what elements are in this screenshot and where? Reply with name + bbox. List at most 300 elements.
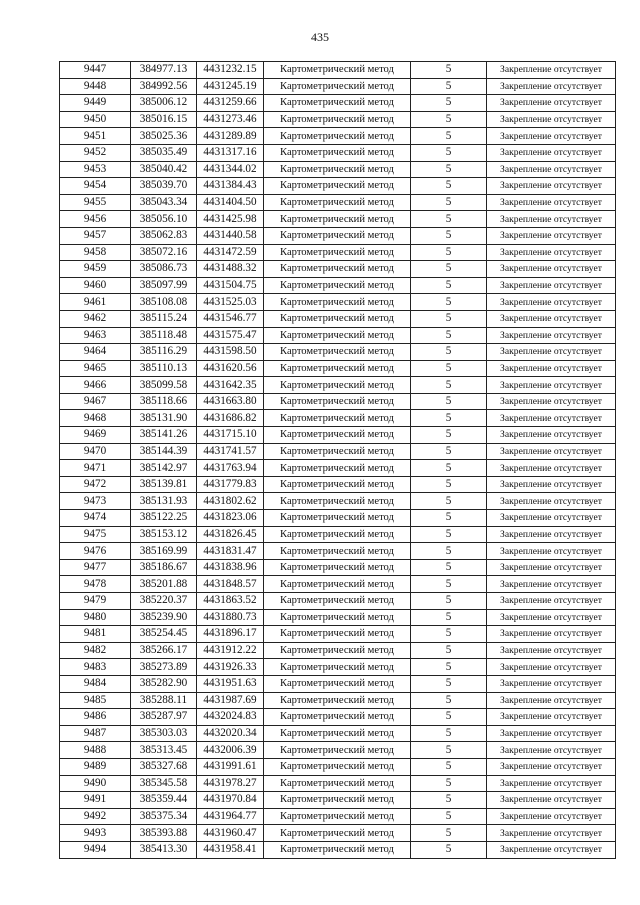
cell-point-number: 9492 — [60, 808, 131, 825]
cell-method: Картометрический метод — [264, 310, 411, 327]
cell-point-number: 9479 — [60, 593, 131, 610]
cell-point-number: 9452 — [60, 144, 131, 161]
cell-point-number: 9482 — [60, 642, 131, 659]
cell-fixation: Закрепление отсутствует — [487, 825, 616, 842]
cell-accuracy: 5 — [411, 62, 487, 79]
cell-coord-x: 385359.44 — [131, 792, 197, 809]
cell-coord-y: 4431802.62 — [197, 493, 264, 510]
cell-method: Картометрический метод — [264, 593, 411, 610]
cell-method: Картометрический метод — [264, 360, 411, 377]
cell-point-number: 9480 — [60, 609, 131, 626]
cell-accuracy: 5 — [411, 360, 487, 377]
table-row — [60, 261, 616, 278]
cell-method: Картометрический метод — [264, 344, 411, 361]
cell-method: Картометрический метод — [264, 393, 411, 410]
table-row — [60, 178, 616, 195]
cell-coord-x: 385122.25 — [131, 510, 197, 527]
cell-coord-y: 4431425.98 — [197, 211, 264, 228]
cell-coord-y: 4431488.32 — [197, 261, 264, 278]
cell-accuracy: 5 — [411, 758, 487, 775]
cell-fixation: Закрепление отсутствует — [487, 493, 616, 510]
cell-point-number: 9467 — [60, 393, 131, 410]
cell-coord-y: 4431344.02 — [197, 161, 264, 178]
cell-point-number: 9465 — [60, 360, 131, 377]
cell-coord-y: 4431245.19 — [197, 78, 264, 95]
cell-point-number: 9454 — [60, 178, 131, 195]
table-row — [60, 808, 616, 825]
cell-point-number: 9488 — [60, 742, 131, 759]
cell-coord-x: 385201.88 — [131, 576, 197, 593]
cell-coord-x: 385273.89 — [131, 659, 197, 676]
cell-point-number: 9459 — [60, 261, 131, 278]
table-row — [60, 493, 616, 510]
cell-point-number: 9475 — [60, 526, 131, 543]
cell-coord-x: 385142.97 — [131, 460, 197, 477]
table-row — [60, 626, 616, 643]
cell-point-number: 9456 — [60, 211, 131, 228]
cell-method: Картометрический метод — [264, 559, 411, 576]
cell-fixation: Закрепление отсутствует — [487, 62, 616, 79]
cell-coord-y: 4432024.83 — [197, 709, 264, 726]
cell-coord-y: 4431958.41 — [197, 841, 264, 858]
table-row — [60, 709, 616, 726]
cell-coord-x: 385072.16 — [131, 244, 197, 261]
cell-accuracy: 5 — [411, 194, 487, 211]
cell-coord-y: 4431525.03 — [197, 294, 264, 311]
cell-fixation: Закрепление отсутствует — [487, 543, 616, 560]
cell-accuracy: 5 — [411, 742, 487, 759]
cell-coord-x: 385118.48 — [131, 327, 197, 344]
table-row — [60, 194, 616, 211]
table-body — [60, 62, 616, 859]
cell-point-number: 9470 — [60, 443, 131, 460]
cell-fixation: Закрепление отсутствует — [487, 161, 616, 178]
table-row — [60, 659, 616, 676]
cell-point-number: 9461 — [60, 294, 131, 311]
cell-fixation: Закрепление отсутствует — [487, 742, 616, 759]
cell-fixation: Закрепление отсутствует — [487, 775, 616, 792]
cell-method: Картометрический метод — [264, 178, 411, 195]
cell-coord-y: 4431472.59 — [197, 244, 264, 261]
cell-coord-y: 4432006.39 — [197, 742, 264, 759]
table-row — [60, 78, 616, 95]
cell-fixation: Закрепление отсутствует — [487, 510, 616, 527]
cell-coord-y: 4431838.96 — [197, 559, 264, 576]
table-row — [60, 360, 616, 377]
cell-coord-x: 385108.08 — [131, 294, 197, 311]
cell-method: Картометрический метод — [264, 576, 411, 593]
cell-fixation: Закрепление отсутствует — [487, 692, 616, 709]
cell-coord-x: 385086.73 — [131, 261, 197, 278]
cell-coord-y: 4431823.06 — [197, 510, 264, 527]
cell-accuracy: 5 — [411, 410, 487, 427]
cell-accuracy: 5 — [411, 510, 487, 527]
cell-method: Картометрический метод — [264, 78, 411, 95]
cell-method: Картометрический метод — [264, 642, 411, 659]
cell-coord-x: 385035.49 — [131, 144, 197, 161]
cell-fixation: Закрепление отсутствует — [487, 95, 616, 112]
cell-accuracy: 5 — [411, 161, 487, 178]
cell-point-number: 9457 — [60, 227, 131, 244]
cell-fixation: Закрепление отсутствует — [487, 709, 616, 726]
cell-method: Картометрический метод — [264, 144, 411, 161]
cell-coord-y: 4431763.94 — [197, 460, 264, 477]
table-row — [60, 675, 616, 692]
cell-method: Картометрический метод — [264, 709, 411, 726]
cell-method: Картометрический метод — [264, 128, 411, 145]
table-row — [60, 211, 616, 228]
cell-coord-x: 385169.99 — [131, 543, 197, 560]
table-row — [60, 111, 616, 128]
cell-coord-x: 385118.66 — [131, 393, 197, 410]
cell-fixation: Закрепление отсутствует — [487, 476, 616, 493]
cell-coord-y: 4431951.63 — [197, 675, 264, 692]
table-row — [60, 825, 616, 842]
cell-method: Картометрический метод — [264, 294, 411, 311]
cell-coord-y: 4431896.17 — [197, 626, 264, 643]
cell-accuracy: 5 — [411, 95, 487, 112]
cell-point-number: 9453 — [60, 161, 131, 178]
cell-accuracy: 5 — [411, 559, 487, 576]
cell-method: Картометрический метод — [264, 493, 411, 510]
table-row — [60, 377, 616, 394]
cell-coord-y: 4431620.56 — [197, 360, 264, 377]
table-row — [60, 559, 616, 576]
cell-method: Картометрический метод — [264, 808, 411, 825]
cell-coord-y: 4431863.52 — [197, 593, 264, 610]
cell-coord-x: 385288.11 — [131, 692, 197, 709]
table-row — [60, 510, 616, 527]
cell-accuracy: 5 — [411, 576, 487, 593]
table-row — [60, 775, 616, 792]
cell-accuracy: 5 — [411, 609, 487, 626]
cell-coord-y: 4431686.82 — [197, 410, 264, 427]
cell-fixation: Закрепление отсутствует — [487, 111, 616, 128]
cell-coord-x: 385131.93 — [131, 493, 197, 510]
cell-method: Картометрический метод — [264, 443, 411, 460]
cell-coord-y: 4431273.46 — [197, 111, 264, 128]
cell-method: Картометрический метод — [264, 211, 411, 228]
cell-coord-x: 385266.17 — [131, 642, 197, 659]
cell-coord-x: 385254.45 — [131, 626, 197, 643]
cell-coord-x: 385303.03 — [131, 725, 197, 742]
table-row — [60, 642, 616, 659]
cell-coord-y: 4431831.47 — [197, 543, 264, 560]
cell-coord-x: 385144.39 — [131, 443, 197, 460]
table-row — [60, 62, 616, 79]
cell-fixation: Закрепление отсутствует — [487, 841, 616, 858]
cell-coord-y: 4431384.43 — [197, 178, 264, 195]
table-row — [60, 526, 616, 543]
cell-coord-x: 385239.90 — [131, 609, 197, 626]
cell-coord-y: 4431991.61 — [197, 758, 264, 775]
cell-method: Картометрический метод — [264, 427, 411, 444]
cell-method: Картометрический метод — [264, 95, 411, 112]
cell-accuracy: 5 — [411, 344, 487, 361]
cell-coord-y: 4431970.84 — [197, 792, 264, 809]
cell-point-number: 9473 — [60, 493, 131, 510]
cell-fixation: Закрепление отсутствует — [487, 792, 616, 809]
cell-point-number: 9448 — [60, 78, 131, 95]
table-row — [60, 95, 616, 112]
cell-coord-x: 384992.56 — [131, 78, 197, 95]
table-row — [60, 792, 616, 809]
cell-coord-x: 385110.13 — [131, 360, 197, 377]
cell-point-number: 9450 — [60, 111, 131, 128]
cell-fixation: Закрепление отсутствует — [487, 593, 616, 610]
cell-method: Картометрический метод — [264, 825, 411, 842]
cell-coord-x: 385282.90 — [131, 675, 197, 692]
cell-method: Картометрический метод — [264, 609, 411, 626]
table-row — [60, 410, 616, 427]
cell-coord-y: 4431546.77 — [197, 310, 264, 327]
cell-fixation: Закрепление отсутствует — [487, 344, 616, 361]
cell-point-number: 9466 — [60, 377, 131, 394]
cell-coord-x: 385139.81 — [131, 476, 197, 493]
cell-accuracy: 5 — [411, 227, 487, 244]
cell-method: Картометрический метод — [264, 675, 411, 692]
cell-coord-x: 385025.36 — [131, 128, 197, 145]
cell-method: Картометрический метод — [264, 626, 411, 643]
cell-coord-x: 384977.13 — [131, 62, 197, 79]
cell-accuracy: 5 — [411, 244, 487, 261]
cell-method: Картометрический метод — [264, 692, 411, 709]
cell-point-number: 9449 — [60, 95, 131, 112]
cell-fixation: Закрепление отсутствует — [487, 609, 616, 626]
cell-coord-y: 4431715.10 — [197, 427, 264, 444]
cell-point-number: 9474 — [60, 510, 131, 527]
cell-accuracy: 5 — [411, 427, 487, 444]
cell-coord-y: 4431964.77 — [197, 808, 264, 825]
table-row — [60, 742, 616, 759]
cell-fixation: Закрепление отсутствует — [487, 310, 616, 327]
cell-method: Картометрический метод — [264, 476, 411, 493]
cell-method: Картометрический метод — [264, 277, 411, 294]
cell-coord-y: 4431575.47 — [197, 327, 264, 344]
cell-method: Картометрический метод — [264, 792, 411, 809]
cell-fixation: Закрепление отсутствует — [487, 808, 616, 825]
cell-coord-x: 385220.37 — [131, 593, 197, 610]
cell-accuracy: 5 — [411, 526, 487, 543]
cell-method: Картометрический метод — [264, 526, 411, 543]
coordinates-table — [59, 61, 616, 859]
table-row — [60, 692, 616, 709]
cell-coord-x: 385313.45 — [131, 742, 197, 759]
cell-point-number: 9447 — [60, 62, 131, 79]
cell-coord-y: 4431912.22 — [197, 642, 264, 659]
cell-accuracy: 5 — [411, 377, 487, 394]
cell-method: Картометрический метод — [264, 377, 411, 394]
cell-point-number: 9478 — [60, 576, 131, 593]
cell-fixation: Закрепление отсутствует — [487, 626, 616, 643]
cell-fixation: Закрепление отсутствует — [487, 144, 616, 161]
cell-fixation: Закрепление отсутствует — [487, 128, 616, 145]
cell-fixation: Закрепление отсутствует — [487, 427, 616, 444]
cell-point-number: 9463 — [60, 327, 131, 344]
cell-coord-x: 385393.88 — [131, 825, 197, 842]
table-row — [60, 128, 616, 145]
cell-coord-x: 385039.70 — [131, 178, 197, 195]
table-row — [60, 460, 616, 477]
cell-fixation: Закрепление отсутствует — [487, 443, 616, 460]
cell-fixation: Закрепление отсутствует — [487, 360, 616, 377]
cell-method: Картометрический метод — [264, 841, 411, 858]
cell-accuracy: 5 — [411, 460, 487, 477]
cell-coord-x: 385116.29 — [131, 344, 197, 361]
cell-coord-y: 4431779.83 — [197, 476, 264, 493]
cell-coord-y: 4431987.69 — [197, 692, 264, 709]
cell-accuracy: 5 — [411, 310, 487, 327]
cell-method: Картометрический метод — [264, 62, 411, 79]
cell-point-number: 9464 — [60, 344, 131, 361]
cell-point-number: 9485 — [60, 692, 131, 709]
cell-accuracy: 5 — [411, 111, 487, 128]
cell-method: Картометрический метод — [264, 775, 411, 792]
cell-fixation: Закрепление отсутствует — [487, 393, 616, 410]
cell-point-number: 9469 — [60, 427, 131, 444]
cell-coord-y: 4432020.34 — [197, 725, 264, 742]
table-row — [60, 327, 616, 344]
cell-point-number: 9468 — [60, 410, 131, 427]
cell-coord-y: 4431663.80 — [197, 393, 264, 410]
cell-coord-y: 4431232.15 — [197, 62, 264, 79]
cell-coord-y: 4431960.47 — [197, 825, 264, 842]
cell-coord-x: 385287.97 — [131, 709, 197, 726]
cell-coord-y: 4431978.27 — [197, 775, 264, 792]
cell-coord-x: 385131.90 — [131, 410, 197, 427]
cell-coord-y: 4431404.50 — [197, 194, 264, 211]
cell-method: Картометрический метод — [264, 227, 411, 244]
cell-method: Картометрический метод — [264, 327, 411, 344]
cell-point-number: 9462 — [60, 310, 131, 327]
cell-method: Картометрический метод — [264, 510, 411, 527]
cell-coord-x: 385043.34 — [131, 194, 197, 211]
cell-point-number: 9494 — [60, 841, 131, 858]
cell-coord-x: 385040.42 — [131, 161, 197, 178]
cell-accuracy: 5 — [411, 327, 487, 344]
cell-coord-y: 4431317.16 — [197, 144, 264, 161]
cell-method: Картометрический метод — [264, 659, 411, 676]
cell-method: Картометрический метод — [264, 725, 411, 742]
cell-coord-x: 385062.83 — [131, 227, 197, 244]
cell-accuracy: 5 — [411, 825, 487, 842]
cell-fixation: Закрепление отсутствует — [487, 725, 616, 742]
cell-accuracy: 5 — [411, 294, 487, 311]
cell-accuracy: 5 — [411, 775, 487, 792]
cell-accuracy: 5 — [411, 841, 487, 858]
cell-fixation: Закрепление отсутствует — [487, 78, 616, 95]
cell-fixation: Закрепление отсутствует — [487, 227, 616, 244]
cell-coord-y: 4431880.73 — [197, 609, 264, 626]
cell-accuracy: 5 — [411, 144, 487, 161]
cell-accuracy: 5 — [411, 393, 487, 410]
cell-coord-y: 4431926.33 — [197, 659, 264, 676]
table-row — [60, 725, 616, 742]
cell-method: Картометрический метод — [264, 244, 411, 261]
cell-method: Картометрический метод — [264, 194, 411, 211]
cell-point-number: 9460 — [60, 277, 131, 294]
cell-accuracy: 5 — [411, 261, 487, 278]
table-row — [60, 443, 616, 460]
cell-point-number: 9491 — [60, 792, 131, 809]
cell-coord-y: 4431642.35 — [197, 377, 264, 394]
cell-coord-y: 4431504.75 — [197, 277, 264, 294]
cell-fixation: Закрепление отсутствует — [487, 194, 616, 211]
cell-method: Картометрический метод — [264, 261, 411, 278]
cell-method: Картометрический метод — [264, 460, 411, 477]
cell-coord-y: 4431289.89 — [197, 128, 264, 145]
cell-point-number: 9484 — [60, 675, 131, 692]
cell-point-number: 9489 — [60, 758, 131, 775]
table-row — [60, 841, 616, 858]
cell-fixation: Закрепление отсутствует — [487, 576, 616, 593]
table-row — [60, 427, 616, 444]
cell-point-number: 9472 — [60, 476, 131, 493]
cell-coord-x: 385345.58 — [131, 775, 197, 792]
cell-point-number: 9451 — [60, 128, 131, 145]
table-row — [60, 476, 616, 493]
table-row — [60, 609, 616, 626]
cell-accuracy: 5 — [411, 178, 487, 195]
cell-accuracy: 5 — [411, 277, 487, 294]
cell-coord-y: 4431259.66 — [197, 95, 264, 112]
cell-fixation: Закрепление отсутствует — [487, 377, 616, 394]
cell-coord-x: 385413.30 — [131, 841, 197, 858]
cell-coord-x: 385016.15 — [131, 111, 197, 128]
table-row — [60, 244, 616, 261]
cell-accuracy: 5 — [411, 692, 487, 709]
cell-coord-y: 4431598.50 — [197, 344, 264, 361]
table-row — [60, 344, 616, 361]
cell-point-number: 9490 — [60, 775, 131, 792]
cell-coord-x: 385186.67 — [131, 559, 197, 576]
cell-method: Картометрический метод — [264, 758, 411, 775]
cell-fixation: Закрепление отсутствует — [487, 659, 616, 676]
cell-coord-x: 385153.12 — [131, 526, 197, 543]
cell-fixation: Закрепление отсутствует — [487, 294, 616, 311]
cell-fixation: Закрепление отсутствует — [487, 277, 616, 294]
cell-fixation: Закрепление отсутствует — [487, 211, 616, 228]
cell-point-number: 9486 — [60, 709, 131, 726]
table-row — [60, 294, 616, 311]
cell-fixation: Закрепление отсутствует — [487, 261, 616, 278]
cell-accuracy: 5 — [411, 593, 487, 610]
cell-method: Картометрический метод — [264, 410, 411, 427]
cell-fixation: Закрепление отсутствует — [487, 410, 616, 427]
cell-coord-x: 385006.12 — [131, 95, 197, 112]
cell-fixation: Закрепление отсутствует — [487, 642, 616, 659]
cell-point-number: 9476 — [60, 543, 131, 560]
cell-coord-y: 4431826.45 — [197, 526, 264, 543]
cell-coord-x: 385327.68 — [131, 758, 197, 775]
cell-fixation: Закрепление отсутствует — [487, 675, 616, 692]
cell-fixation: Закрепление отсутствует — [487, 460, 616, 477]
cell-accuracy: 5 — [411, 476, 487, 493]
cell-coord-x: 385115.24 — [131, 310, 197, 327]
cell-coord-x: 385056.10 — [131, 211, 197, 228]
cell-point-number: 9481 — [60, 626, 131, 643]
cell-fixation: Закрепление отсутствует — [487, 178, 616, 195]
cell-point-number: 9477 — [60, 559, 131, 576]
cell-accuracy: 5 — [411, 78, 487, 95]
cell-fixation: Закрепление отсутствует — [487, 244, 616, 261]
cell-fixation: Закрепление отсутствует — [487, 327, 616, 344]
cell-method: Картометрический метод — [264, 742, 411, 759]
cell-method: Картометрический метод — [264, 543, 411, 560]
cell-accuracy: 5 — [411, 543, 487, 560]
cell-coord-x: 385141.26 — [131, 427, 197, 444]
cell-accuracy: 5 — [411, 792, 487, 809]
